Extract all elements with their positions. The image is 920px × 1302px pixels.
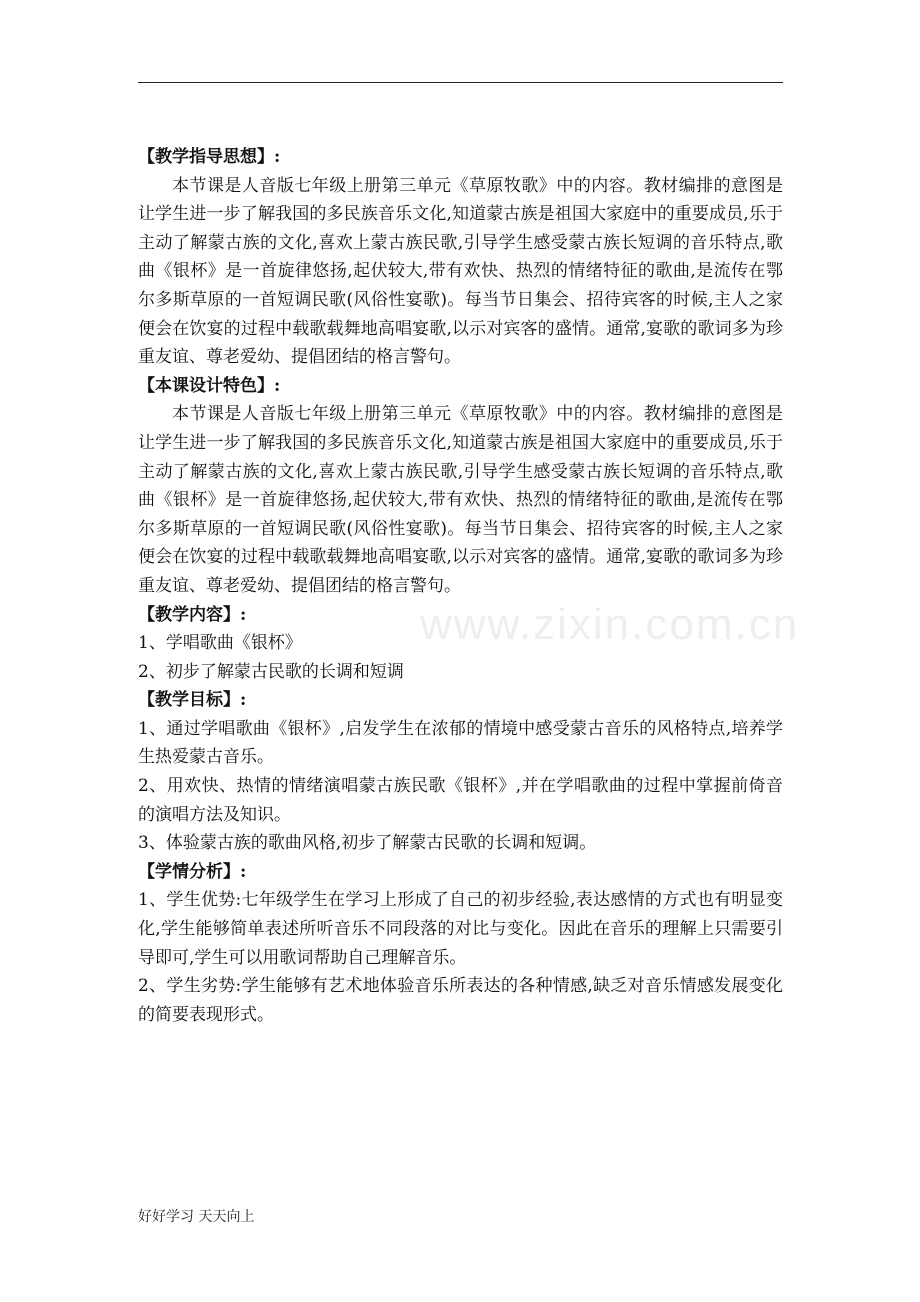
analysis-item: 1、学生优势:七年级学生在学习上形成了自己的初步经验,表达感情的方式也有明显变化,学生能够简单表述所听音乐不同段落的对比与变化。因此在音乐的理解上只需要引导即可,学生可以用歌词帮助自己理解音乐。 — [138, 890, 783, 968]
section-heading-design-features: 【本课设计特色】: — [138, 375, 281, 396]
section-heading-objectives: 【教学目标】: — [138, 690, 247, 711]
section-paragraph-design-features: 本节课是人音版七年级上册第三单元《草原牧歌》中的内容。教材编排的意图是让学生进一步了解我国的多民族音乐文化,知道蒙古族是祖国大家庭中的重要成员,乐于主动了解蒙古族的文化,喜欢上蒙古族民歌,引导学生感受蒙古族长短调的音乐特点,歌曲《银杯》是一首旋律悠扬,起伏较大,带有欢快、热烈的情绪特征的歌曲,是流传在鄂尔多斯草原的一首短调民歌(风俗性宴歌)。每当节日集会、招待宾客的时候,主人之家便会在饮宴的过程中载歌载舞地高唱宴歌,以示对宾客的盛情。通常,宴歌的歌词多为珍重友谊、尊老爱幼、提倡团结的格言警句。 — [138, 404, 783, 596]
header-rule — [138, 82, 783, 83]
content-item: 1、学唱歌曲《银杯》 — [138, 633, 302, 654]
section-paragraph-guiding-idea: 本节课是人音版七年级上册第三单元《草原牧歌》中的内容。教材编排的意图是让学生进一步了解我国的多民族音乐文化,知道蒙古族是祖国大家庭中的重要成员,乐于主动了解蒙古族的文化,喜欢上蒙古族民歌,引导学生感受蒙古族长短调的音乐特点,歌曲《银杯》是一首旋律悠扬,起伏较大,带有欢快、热烈的情绪特征的歌曲,是流传在鄂尔多斯草原的一首短调民歌(风俗性宴歌)。每当节日集会、招待宾客的时候,主人之家便会在饮宴的过程中载歌载舞地高唱宴歌,以示对宾客的盛情。通常,宴歌的歌词多为珍重友谊、尊老爱幼、提倡团结的格言警句。 — [138, 175, 783, 368]
watermark: www.zixin.com.cn — [420, 600, 800, 649]
section-heading-learner-analysis: 【学情分析】: — [138, 861, 247, 882]
page-footer: 好好学习 天天向上 — [138, 1209, 255, 1225]
objective-item: 2、用欢快、热情的情绪演唱蒙古族民歌《银杯》,并在学唱歌曲的过程中掌握前倚音的演唱方法及知识。 — [138, 776, 783, 825]
section-heading-content: 【教学内容】: — [138, 604, 247, 625]
objective-item: 3、体验蒙古族的歌曲风格,初步了解蒙古民歌的长调和短调。 — [138, 833, 597, 854]
objective-item: 1、通过学唱歌曲《银杯》,启发学生在浓郁的情境中感受蒙古音乐的风格特点,培养学生热爱蒙古音乐。 — [138, 718, 783, 768]
document-body — [138, 143, 783, 1029]
section-heading-guiding-idea: 【教学指导思想】: — [138, 147, 281, 167]
analysis-item: 2、学生劣势:学生能够有艺术地体验音乐所表达的各种情感,缺乏对音乐情感发展变化的简要表现形式。 — [138, 976, 783, 1025]
content-item: 2、初步了解蒙古民歌的长调和短调 — [138, 661, 404, 682]
